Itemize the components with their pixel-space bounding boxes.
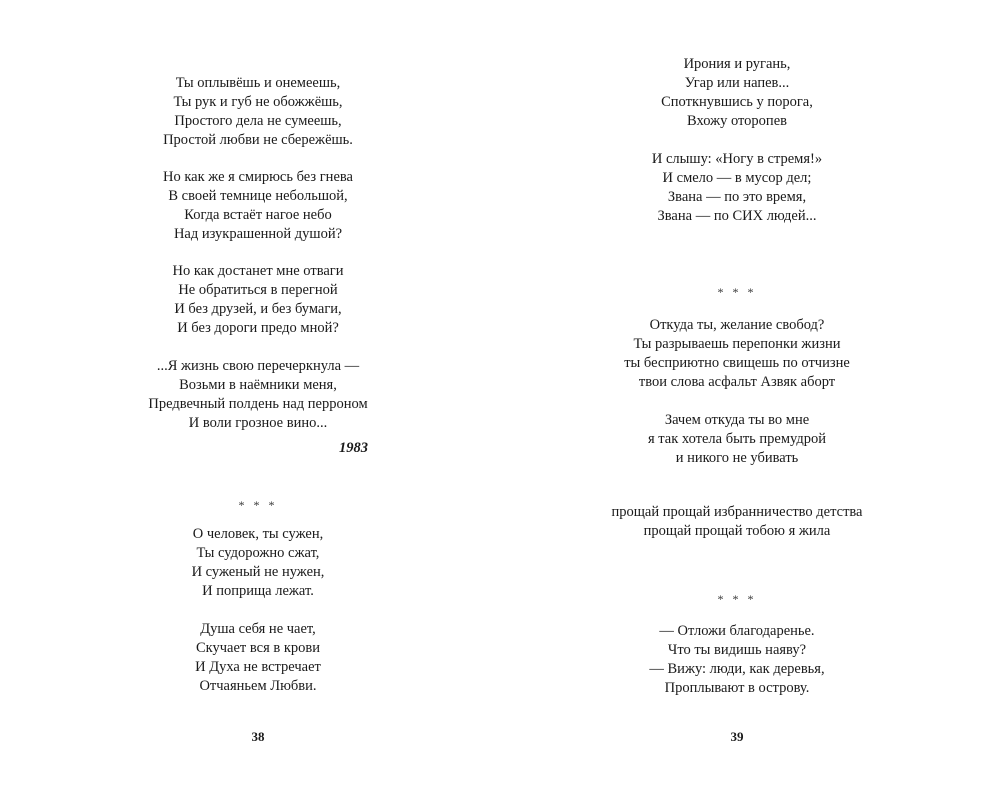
verse-line: Простой любви не сбережёшь.	[163, 132, 353, 148]
verse-line: Звана — по СИХ людей...	[657, 208, 817, 224]
stanza	[537, 316, 937, 392]
stanza	[58, 168, 458, 244]
verse-line: Угар или напев...	[684, 75, 790, 91]
verse-line: И воли грозное вино...	[188, 415, 328, 431]
verse-line: прощай прощай тобою я жила	[643, 523, 831, 539]
verse-line: И смело — в мусор дел;	[662, 170, 812, 186]
verse-line: И слышу: «Ногу в стремя!»	[651, 151, 823, 167]
verse-line: твои слова асфальт Азвяк аборт	[638, 374, 836, 390]
verse-line: Ты разрываешь перепонки жизни	[633, 336, 841, 352]
stanza	[537, 150, 937, 226]
verse-line: Отчаяньем Любви.	[199, 678, 317, 694]
verse-line: Возьми в наёмники меня,	[179, 377, 337, 393]
verse-line: Споткнувшись у порога,	[661, 94, 813, 110]
section-separator: * * *	[717, 592, 757, 606]
stanza	[58, 620, 458, 696]
verse-line: ты бесприютно свищешь по отчизне	[624, 355, 850, 371]
right-page	[500, 0, 1000, 800]
verse-line: Что ты видишь наяву?	[667, 642, 807, 658]
verse-line: Предвечный полдень над перроном	[148, 396, 368, 412]
verse-line: И без дороги предо мной?	[177, 320, 339, 336]
verse-line: Ты оплывёшь и онемеешь,	[175, 75, 341, 91]
stanza	[537, 503, 937, 541]
stanza	[58, 357, 458, 433]
verse-line: Но как достанет мне отваги	[172, 263, 344, 279]
verse-line: Зачем откуда ты во мне	[664, 412, 810, 428]
verse-line: И без друзей, и без бумаги,	[174, 301, 342, 317]
verse-line: Над изукрашенной душой?	[173, 226, 343, 242]
stanza	[537, 622, 937, 698]
verse-line: И суженый не нужен,	[191, 564, 325, 580]
stanza	[58, 74, 458, 150]
verse-line: О человек, ты сужен,	[192, 526, 324, 542]
verse-line: Звана — по это время,	[667, 189, 807, 205]
page-number: 39	[730, 729, 744, 744]
verse-line: И Духа не встречает	[195, 659, 321, 675]
verse-line: Проплывают в острову.	[664, 680, 810, 696]
verse-line: Вхожу оторопев	[687, 113, 787, 129]
section-separator: * * *	[717, 285, 757, 299]
verse-line: Откуда ты, желание свобод?	[649, 317, 825, 333]
verse-line: Ты судорожно сжат,	[196, 545, 320, 561]
verse-line: прощай прощай избранничество детства	[611, 504, 863, 520]
verse-line: — Отложи благодаренье.	[659, 623, 815, 639]
verse-line: Но как же я смирюсь без гнева	[163, 169, 353, 185]
stanza	[58, 262, 458, 338]
verse-line: Не обратиться в перегной	[178, 282, 338, 298]
page-number: 38	[251, 729, 265, 744]
verse-line: Ты рук и губ не обожжёшь,	[173, 94, 343, 110]
verse-line: И поприща лежат.	[202, 583, 314, 599]
verse-line: Ирония и ругань,	[683, 56, 791, 72]
verse-line: Когда встаёт нагое небо	[184, 207, 332, 223]
stanza	[537, 55, 937, 131]
poem-year: 1983	[339, 440, 368, 456]
verse-line: и никого не убивать	[675, 450, 799, 466]
verse-line: Скучает вся в крови	[195, 640, 320, 656]
verse-line: В своей темнице небольшой,	[168, 188, 348, 204]
verse-line: — Вижу: люди, как деревья,	[649, 661, 825, 677]
verse-line: ...Я жизнь свою перечеркнула —	[156, 358, 360, 374]
section-separator: * * *	[238, 498, 278, 512]
stanza	[537, 411, 937, 468]
verse-line: Душа себя не чает,	[200, 621, 316, 637]
verse-line: Простого дела не сумеешь,	[174, 113, 342, 129]
verse-line: я так хотела быть премудрой	[647, 431, 827, 447]
stanza	[58, 525, 458, 601]
